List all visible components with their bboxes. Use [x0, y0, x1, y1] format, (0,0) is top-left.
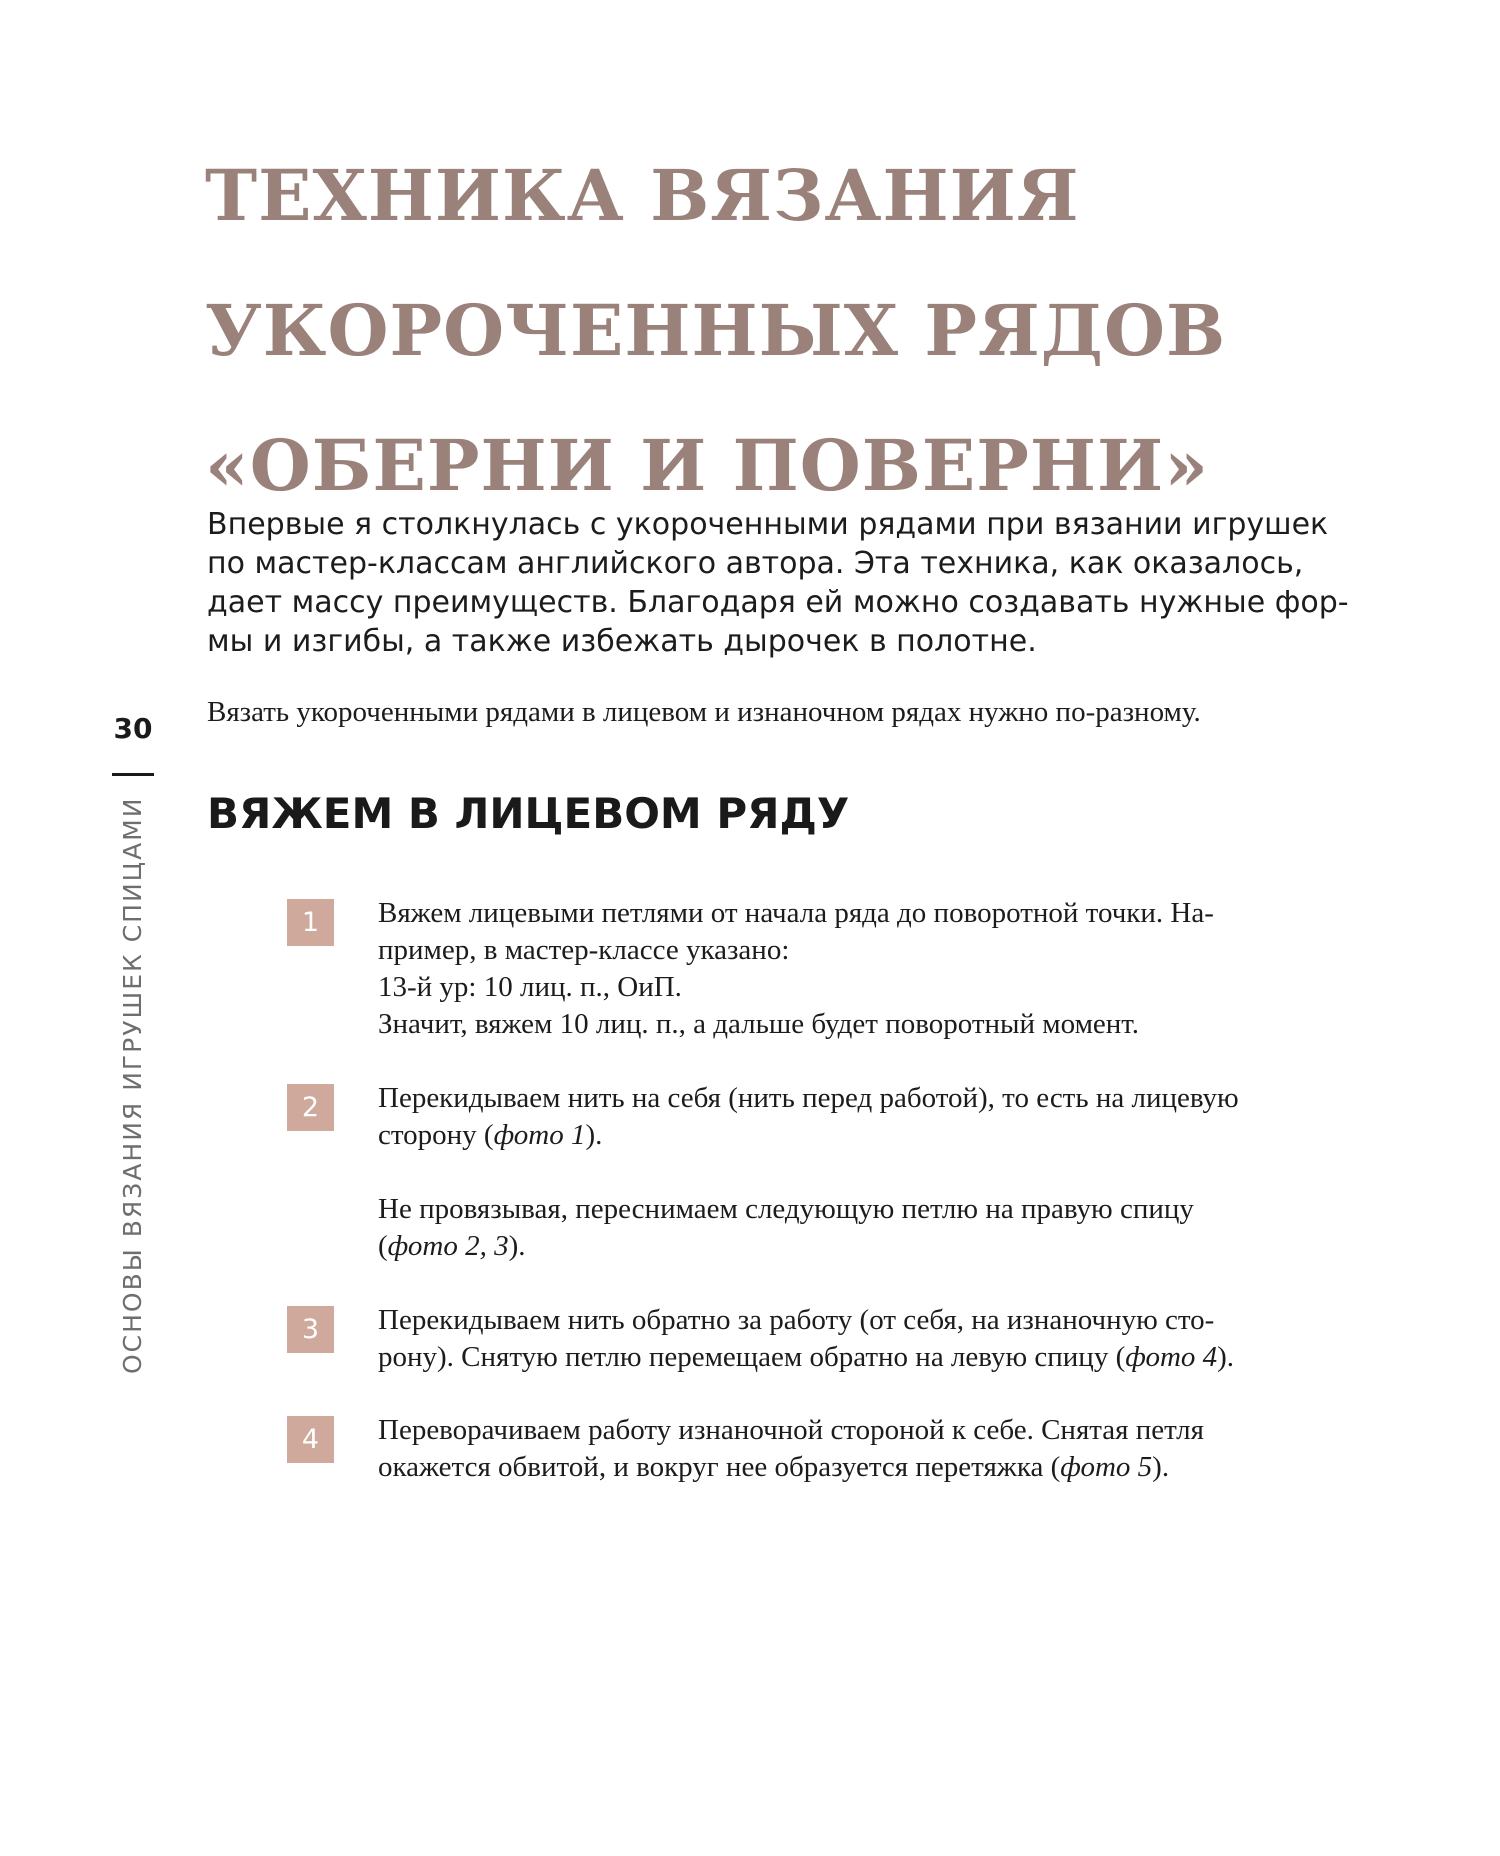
photo-reference: фото 5 [1060, 1451, 1153, 1483]
step-text-run: ). [585, 1119, 603, 1151]
page-number-rule [112, 773, 154, 776]
step-text [378, 895, 1398, 1043]
intro-line: дает массу преимуществ. Благодаря ей можно создавать нужные фор- [207, 585, 1349, 620]
page-number: 30 [113, 712, 153, 745]
step-line [378, 1228, 1398, 1265]
step-text-run: рону). Снятую петлю перемещаем обратно на левую спицу ( [378, 1341, 1126, 1373]
photo-reference: фото 1 [493, 1119, 586, 1151]
step-line: Переворачиваем работу изнаночной стороной к себе. Снятая петля [378, 1414, 1204, 1446]
running-side-title: ОСНОВЫ ВЯЗАНИЯ ИГРУШЕК СПИЦАМИ [118, 796, 147, 1374]
step-line: Значит, вяжем 10 лиц. п., а дальше будет поворотный момент. [378, 1008, 1140, 1040]
step-line: Перекидываем нить обратно за работу (от себя, на изнаночную сто- [378, 1304, 1215, 1336]
step-number-badge: 1 [287, 899, 334, 946]
step-line [378, 1117, 1398, 1154]
step-line: пример, в мастер-классе указано: [378, 934, 790, 966]
step-number-badge: 3 [287, 1306, 334, 1353]
step-line: Перекидываем нить на себя (нить перед работой), то есть на лицевую [378, 1082, 1239, 1114]
step-line [378, 1339, 1398, 1376]
step-text-run: ). [508, 1230, 526, 1262]
title-line: «ОБЕРНИ И ПОВЕРНИ» [205, 424, 1209, 507]
step-text-run: ( [378, 1230, 388, 1262]
intro-line: мы и изгибы, а также избежать дырочек в полотне. [207, 624, 1037, 659]
photo-reference: фото 2, 3 [387, 1230, 509, 1262]
intro-line: Впервые я столкнулась с укороченными рядами при вязании игрушек [207, 507, 1329, 542]
step-line: 13-й ур: 10 лиц. п., ОиП. [378, 971, 682, 1003]
step-text-run: ). [1217, 1341, 1235, 1373]
step-text [378, 1302, 1398, 1376]
title-line: ТЕХНИКА ВЯЗАНИЯ [205, 154, 1080, 237]
step-line: Не провязывая, переснимаем следующую петлю на правую спицу [378, 1193, 1194, 1225]
title-line: УКОРОЧЕННЫХ РЯДОВ [205, 289, 1227, 372]
section-heading: ВЯЖЕМ В ЛИЦЕВОМ РЯДУ [207, 789, 850, 838]
intro-paragraph [207, 505, 1387, 661]
step-line [378, 1449, 1398, 1486]
paragraph-gap [378, 1154, 1398, 1191]
step-text [378, 1412, 1398, 1486]
photo-reference: фото 4 [1125, 1341, 1218, 1373]
step-text-run: сторону ( [378, 1119, 494, 1151]
step-number-badge: 4 [287, 1416, 334, 1463]
note-paragraph: Вязать укороченными рядами в лицевом и изнаночном рядах нужно по-разному. [207, 696, 1201, 728]
step-text-run: окажется обвитой, и вокруг нее образуется перетяжка ( [378, 1451, 1061, 1483]
step-text [378, 1080, 1398, 1265]
step-text-run: ). [1152, 1451, 1170, 1483]
step-number-badge: 2 [287, 1084, 334, 1131]
step-line: Вяжем лицевыми петлями от начала ряда до поворотной точки. На- [378, 897, 1214, 929]
intro-line: по мастер-классам английского автора. Эта техника, как оказалось, [207, 546, 1304, 581]
page-title [205, 128, 1355, 533]
